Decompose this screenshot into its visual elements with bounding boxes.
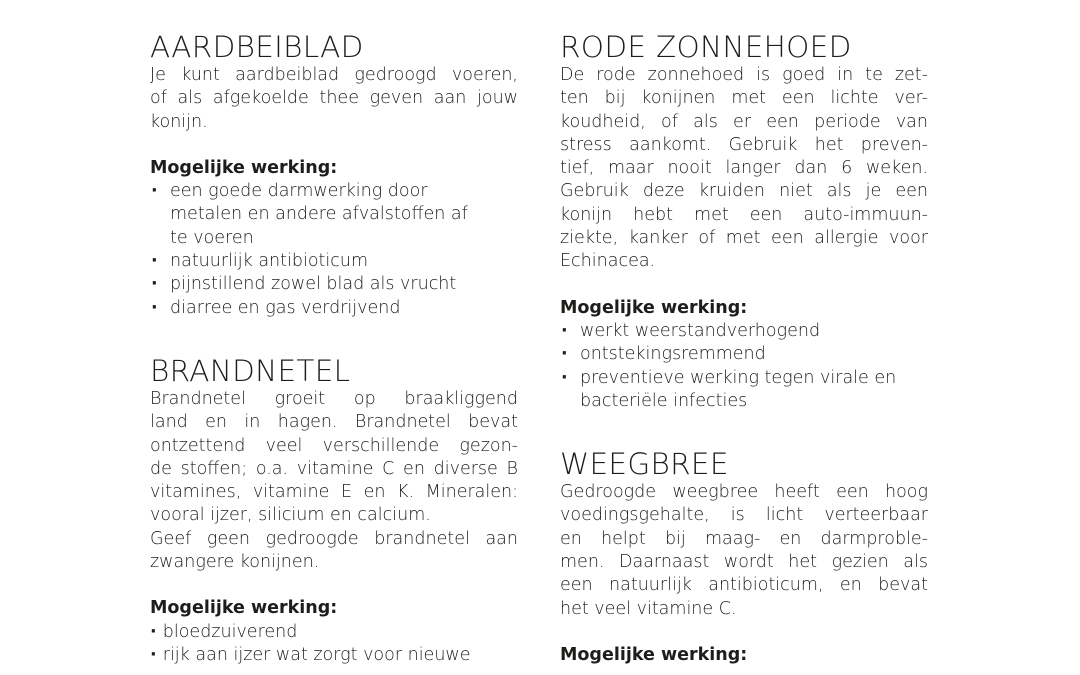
text-line: vooral ijzer, silicium en calcium. — [150, 505, 431, 526]
effect-item: · ontstekingsremmend — [560, 343, 928, 366]
effects-list — [560, 320, 928, 413]
bullet-icon: · — [150, 644, 163, 665]
section-text — [560, 64, 928, 274]
text-line: zwangere konijnen. — [150, 552, 320, 573]
left-column — [150, 30, 518, 667]
text-line: de stoffen; o.a. vitamine C en diverse B — [150, 458, 518, 479]
section-brandnetel — [150, 354, 518, 667]
section-title: BRANDNETEL — [150, 353, 351, 388]
text-line: Gebruik deze kruiden niet als je een — [560, 181, 928, 202]
bullet-icon: · — [150, 621, 163, 642]
text-line: en helpt bij maag- en darmproble- — [560, 528, 928, 549]
effect-item: · bloedzuiverend — [150, 621, 298, 642]
effect-item: · rijk aan ijzer wat zorgt voor nieuwe — [150, 644, 471, 665]
section-title: RODE ZONNEHOED — [560, 30, 852, 64]
text-line: stress aankomt. Gebruik het preven- — [560, 134, 928, 155]
section-title: WEEGBREE — [560, 447, 729, 482]
text-line: Gedroogde weegbree heeft een hoog — [560, 482, 928, 503]
text-line: Echinacea. — [560, 251, 656, 272]
section-text — [150, 64, 518, 134]
effects-list — [150, 621, 518, 668]
effects-heading: Mogelijke werking: — [150, 157, 338, 178]
section-title: AARDBEIBLAD — [150, 30, 364, 64]
section-weegbree — [560, 447, 928, 667]
text-line: of als afgekoelde thee geven aan jouw — [150, 88, 518, 109]
effects-heading: Mogelijke werking: — [150, 598, 338, 619]
text-line: konijn. — [150, 111, 208, 132]
effect-item: · diarree en gas verdrijvend — [150, 297, 518, 320]
text-line: konijn hebt met een auto-immuun- — [560, 204, 928, 225]
section-text — [560, 481, 928, 621]
effect-item: · pijnstillend zowel blad als vrucht — [150, 273, 518, 296]
effects-list — [150, 180, 518, 320]
section-aardbeiblad — [150, 30, 518, 320]
text-line: ziekte, kanker of met een allergie voor — [560, 228, 928, 249]
effects-heading: Mogelijke werking: — [560, 297, 748, 318]
right-column — [560, 30, 928, 667]
text-line: ten bij konijnen met een lichte ver- — [560, 88, 928, 109]
text-line: men. Daarnaast wordt het gezien als — [560, 552, 928, 573]
text-line: voedingsgehalte, is licht verteerbaar — [560, 505, 928, 526]
text-line: Brandnetel groeit op braakliggend — [150, 388, 518, 409]
text-line: ontzettend veel verschillende gezon- — [150, 435, 518, 456]
text-line: land en in hagen. Brandnetel bevat — [150, 412, 518, 433]
effect-item: · natuurlijk antibioticum — [150, 250, 518, 273]
effect-item: · werkt weerstandverhogend — [560, 320, 928, 343]
text-line: De rode zonnehoed is goed in te zet- — [560, 65, 928, 85]
text-line: een natuurlijk antibioticum, en bevat — [560, 575, 928, 596]
section-rode-zonnehoed — [560, 30, 928, 413]
text-line: vitamines, vitamine E en K. Mineralen: — [150, 482, 518, 503]
text-line: het veel vitamine C. — [560, 598, 737, 619]
section-text — [150, 388, 518, 574]
text-line: tief, maar nooit langer dan 6 weken. — [560, 158, 928, 179]
effect-item: · een goede darmwerking door metalen en andere afvalstoffen af te voeren — [150, 180, 480, 250]
text-line: koudheid, of als er een periode van — [560, 111, 928, 132]
text-line: Je kunt aardbeiblad gedroogd voeren, — [150, 65, 518, 85]
effect-item: · preventieve werking tegen virale en bacteriële infecties — [560, 367, 910, 414]
text-line: Geef geen gedroogde brandnetel aan — [150, 528, 518, 549]
effects-heading: Mogelijke werking: — [560, 644, 748, 665]
